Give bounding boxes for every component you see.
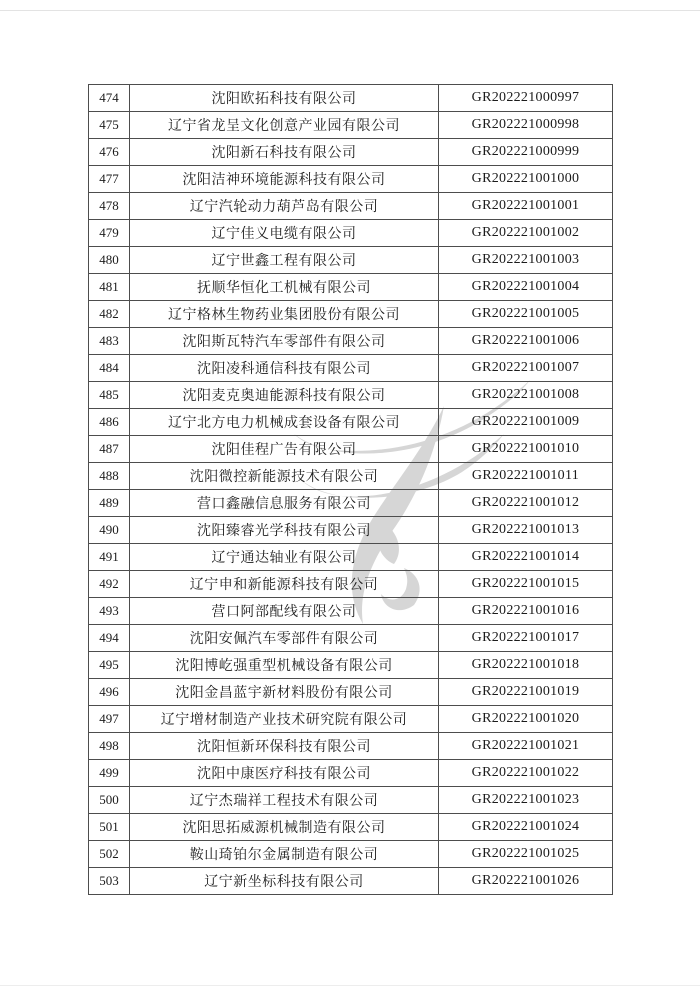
certificate-code-cell: GR202221001024 bbox=[439, 814, 613, 841]
certificate-code-cell: GR202221001001 bbox=[439, 193, 613, 220]
company-name-cell: 鞍山琦铂尔金属制造有限公司 bbox=[130, 841, 439, 868]
certificate-code-cell: GR202221000997 bbox=[439, 85, 613, 112]
row-number-cell: 475 bbox=[89, 112, 130, 139]
company-name-cell: 营口阿部配线有限公司 bbox=[130, 598, 439, 625]
certificate-code-cell: GR202221001010 bbox=[439, 436, 613, 463]
page-top-edge-line bbox=[0, 10, 700, 11]
table-row bbox=[89, 463, 613, 490]
company-name-cell: 沈阳佳程广告有限公司 bbox=[130, 436, 439, 463]
row-number-cell: 497 bbox=[89, 706, 130, 733]
certificate-code-cell: GR202221001004 bbox=[439, 274, 613, 301]
row-number-cell: 503 bbox=[89, 868, 130, 895]
company-name-cell: 辽宁新坐标科技有限公司 bbox=[130, 868, 439, 895]
table-row bbox=[89, 193, 613, 220]
certificate-code-cell: GR202221001023 bbox=[439, 787, 613, 814]
table-row bbox=[89, 274, 613, 301]
certificate-code-cell: GR202221001017 bbox=[439, 625, 613, 652]
table-row bbox=[89, 571, 613, 598]
certificate-code-cell: GR202221001015 bbox=[439, 571, 613, 598]
certificate-code-cell: GR202221001019 bbox=[439, 679, 613, 706]
row-number-cell: 496 bbox=[89, 679, 130, 706]
company-name-cell: 沈阳中康医疗科技有限公司 bbox=[130, 760, 439, 787]
company-name-cell: 沈阳新石科技有限公司 bbox=[130, 139, 439, 166]
table-row bbox=[89, 841, 613, 868]
certificate-code-cell: GR202221001022 bbox=[439, 760, 613, 787]
row-number-cell: 488 bbox=[89, 463, 130, 490]
company-name-cell: 辽宁申和新能源科技有限公司 bbox=[130, 571, 439, 598]
certificate-code-cell: GR202221001002 bbox=[439, 220, 613, 247]
certificate-code-cell: GR202221001011 bbox=[439, 463, 613, 490]
table-row bbox=[89, 409, 613, 436]
certificate-code-cell: GR202221001014 bbox=[439, 544, 613, 571]
table-row bbox=[89, 760, 613, 787]
certificate-code-cell: GR202221001008 bbox=[439, 382, 613, 409]
table-row bbox=[89, 679, 613, 706]
row-number-cell: 477 bbox=[89, 166, 130, 193]
table-row bbox=[89, 814, 613, 841]
row-number-cell: 483 bbox=[89, 328, 130, 355]
company-name-cell: 辽宁省龙呈文化创意产业园有限公司 bbox=[130, 112, 439, 139]
company-name-cell: 沈阳斯瓦特汽车零部件有限公司 bbox=[130, 328, 439, 355]
company-name-cell: 抚顺华恒化工机械有限公司 bbox=[130, 274, 439, 301]
table-row bbox=[89, 868, 613, 895]
row-number-cell: 485 bbox=[89, 382, 130, 409]
table-row bbox=[89, 436, 613, 463]
certificate-code-cell: GR202221001007 bbox=[439, 355, 613, 382]
row-number-cell: 478 bbox=[89, 193, 130, 220]
table-row bbox=[89, 517, 613, 544]
table-row bbox=[89, 382, 613, 409]
company-name-cell: 辽宁世鑫工程有限公司 bbox=[130, 247, 439, 274]
table-row bbox=[89, 706, 613, 733]
row-number-cell: 490 bbox=[89, 517, 130, 544]
company-name-cell: 沈阳微控新能源技术有限公司 bbox=[130, 463, 439, 490]
company-name-cell: 辽宁佳义电缆有限公司 bbox=[130, 220, 439, 247]
table-row bbox=[89, 328, 613, 355]
company-name-cell: 辽宁通达轴业有限公司 bbox=[130, 544, 439, 571]
certificate-code-cell: GR202221001003 bbox=[439, 247, 613, 274]
certificate-code-cell: GR202221001025 bbox=[439, 841, 613, 868]
row-number-cell: 499 bbox=[89, 760, 130, 787]
row-number-cell: 480 bbox=[89, 247, 130, 274]
company-name-cell: 沈阳凌科通信科技有限公司 bbox=[130, 355, 439, 382]
row-number-cell: 492 bbox=[89, 571, 130, 598]
company-name-cell: 辽宁增材制造产业技术研究院有限公司 bbox=[130, 706, 439, 733]
row-number-cell: 491 bbox=[89, 544, 130, 571]
row-number-cell: 500 bbox=[89, 787, 130, 814]
company-name-cell: 沈阳洁神环境能源科技有限公司 bbox=[130, 166, 439, 193]
table-row bbox=[89, 787, 613, 814]
company-name-cell: 辽宁汽轮动力葫芦岛有限公司 bbox=[130, 193, 439, 220]
company-name-cell: 沈阳欧拓科技有限公司 bbox=[130, 85, 439, 112]
certificate-code-cell: GR202221001000 bbox=[439, 166, 613, 193]
table-row bbox=[89, 166, 613, 193]
certificate-code-cell: GR202221001016 bbox=[439, 598, 613, 625]
company-name-cell: 沈阳思拓威源机械制造有限公司 bbox=[130, 814, 439, 841]
table-row bbox=[89, 301, 613, 328]
row-number-cell: 482 bbox=[89, 301, 130, 328]
certificate-code-cell: GR202221001006 bbox=[439, 328, 613, 355]
row-number-cell: 501 bbox=[89, 814, 130, 841]
row-number-cell: 498 bbox=[89, 733, 130, 760]
certificate-code-cell: GR202221001005 bbox=[439, 301, 613, 328]
company-name-cell: 营口鑫融信息服务有限公司 bbox=[130, 490, 439, 517]
certificates-table bbox=[88, 84, 613, 895]
page-bottom-edge-line bbox=[0, 985, 700, 986]
certificate-code-cell: GR202221001026 bbox=[439, 868, 613, 895]
certificate-code-cell: GR202221001020 bbox=[439, 706, 613, 733]
certificate-code-cell: GR202221001012 bbox=[439, 490, 613, 517]
company-name-cell: 沈阳麦克奥迪能源科技有限公司 bbox=[130, 382, 439, 409]
company-name-cell: 辽宁杰瑞祥工程技术有限公司 bbox=[130, 787, 439, 814]
table-row bbox=[89, 112, 613, 139]
company-name-cell: 沈阳金昌蓝宇新材料股份有限公司 bbox=[130, 679, 439, 706]
certificate-code-cell: GR202221001018 bbox=[439, 652, 613, 679]
company-name-cell: 沈阳安佩汽车零部件有限公司 bbox=[130, 625, 439, 652]
table-row bbox=[89, 598, 613, 625]
certificate-code-cell: GR202221000999 bbox=[439, 139, 613, 166]
certificate-code-cell: GR202221000998 bbox=[439, 112, 613, 139]
company-name-cell: 辽宁北方电力机械成套设备有限公司 bbox=[130, 409, 439, 436]
row-number-cell: 502 bbox=[89, 841, 130, 868]
row-number-cell: 493 bbox=[89, 598, 130, 625]
table-row bbox=[89, 85, 613, 112]
company-name-cell: 沈阳博屹强重型机械设备有限公司 bbox=[130, 652, 439, 679]
row-number-cell: 487 bbox=[89, 436, 130, 463]
table-row bbox=[89, 139, 613, 166]
table-row bbox=[89, 247, 613, 274]
row-number-cell: 495 bbox=[89, 652, 130, 679]
row-number-cell: 494 bbox=[89, 625, 130, 652]
certificate-code-cell: GR202221001009 bbox=[439, 409, 613, 436]
certificates-table-body bbox=[89, 85, 613, 895]
row-number-cell: 481 bbox=[89, 274, 130, 301]
company-name-cell: 辽宁格林生物药业集团股份有限公司 bbox=[130, 301, 439, 328]
row-number-cell: 484 bbox=[89, 355, 130, 382]
certificate-code-cell: GR202221001021 bbox=[439, 733, 613, 760]
row-number-cell: 479 bbox=[89, 220, 130, 247]
company-name-cell: 沈阳臻睿光学科技有限公司 bbox=[130, 517, 439, 544]
row-number-cell: 489 bbox=[89, 490, 130, 517]
table-row bbox=[89, 544, 613, 571]
table-row bbox=[89, 220, 613, 247]
table-row bbox=[89, 355, 613, 382]
company-name-cell: 沈阳恒新环保科技有限公司 bbox=[130, 733, 439, 760]
certificate-code-cell: GR202221001013 bbox=[439, 517, 613, 544]
row-number-cell: 476 bbox=[89, 139, 130, 166]
table-row bbox=[89, 625, 613, 652]
table-row bbox=[89, 490, 613, 517]
table-row bbox=[89, 733, 613, 760]
row-number-cell: 486 bbox=[89, 409, 130, 436]
table-row bbox=[89, 652, 613, 679]
row-number-cell: 474 bbox=[89, 85, 130, 112]
